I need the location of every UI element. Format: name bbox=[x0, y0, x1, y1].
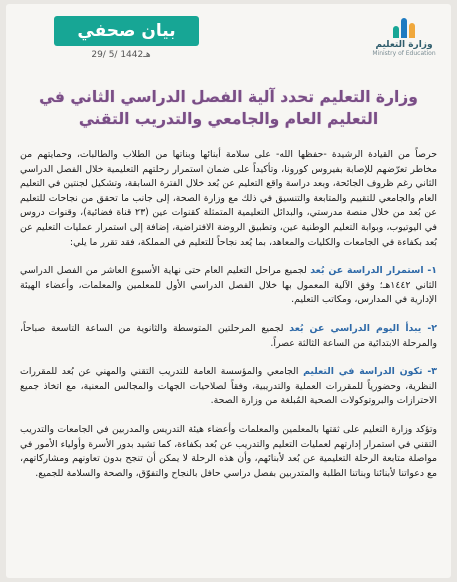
list-item bbox=[20, 365, 437, 409]
release-date: 29/ 5/ 1442هـ bbox=[91, 50, 151, 60]
intro-paragraph: حرصاً من القيادة الرشيدة -حفظها الله- على سلامة أبنائها وبناتها من الطلاب والطالبات، وحمايتهم من مخاطر تعرّضهم للإصابة بفيروس كورونا، وتأكيداً على ضمان استمرار رحلتهم التعليمية خلال الفصل الدراسي الثاني رغم ظروف الجائحة، وبعد دراسة واقع التعليم عن بُعد خلال الفترة السابقة، وتشكيل لجنتين في التعليم العام والجامعي للتقييم والمتابعة والتنسيق في ذلك مع وزارة الصحة، إلى جانب ما تحقق من نجاحات للتعليم عن بُعد من خلال منصة مدرستي، والبدائل التعليمية المتمثلة كقنوات عين (٢٣ قناة فضائية)، وقنوات دروس في اليوتيوب، وبوابة التعليم الوطنية عين، وتطبيق الروضة الافتراضية، إضافة إلى استمرار عمليات التعليم عن بُعد بكفاءة في الجامعات والكليات والمعاهد، بما يُعد نجاحاً للتعليم في المملكة، فقد تقرر ما يلي: bbox=[20, 149, 437, 248]
press-release-page bbox=[6, 4, 451, 578]
item-lead: ٣- تكون الدراسة في التعليم bbox=[303, 366, 437, 378]
press-release-banner: بيان صحفي bbox=[54, 16, 199, 46]
article-body bbox=[20, 148, 437, 495]
item-text: لجميع مراحل التعليم العام حتى نهاية الأسبوع العاشر من الفصل الدراسي الثاني ١٤٤٢هـ؛ وفق الآلية المعمول بها خلال الفصل الدراسي الأول للمعلمين والمعلمات، وأعضاء الهيئة الإدارية في المدارس، ومكاتب التعليم. bbox=[20, 265, 437, 306]
logo-arabic-text: وزارة التعليم bbox=[375, 40, 433, 50]
item-text: لجميع المرحلتين المتوسطة والثانوية من الساعة التاسعة صباحاً، والمرحلة الابتدائية من الساعة الثالثة عصراً. bbox=[20, 322, 437, 349]
closing-paragraph: وتؤكد وزارة التعليم على ثقتها بالمعلمين والمعلمات وأعضاء هيئة التدريس والمدربين في الجامعات والتدريب التقني في استمرار إدارتهم لعمليات التعليم والتدريب عن بُعد بكفاءة، كما تشيد بدور الأسرة وأولياء الأمور في مواصلة متابعة الرحلة التعليمية عن بُعد لأبنائهم، وأن هذه الرحلة لا يمكن أن تنجح بدون تعاونهم ومشاركاتهم، مع دعواتنا لأبنائنا وبناتنا الطلبة والمتدربين بفصل دراسي حافل بالنجاح والتفوّق، والصحة والسلامة للجميع. bbox=[20, 423, 437, 479]
title-line-2: التعليم العام والجامعي والتدريب التقني bbox=[78, 110, 379, 128]
item-text: الجامعي والمؤسسة العامة للتدريب التقني والمهني عن بُعد للمقررات النظرية، وحضورياً للمقررات العملية والتدريبية، وفقاً لصلاحيات الجهات والمجالس المعنية، مع اتخاذ جميع الاحترازات والبروتوكولات الصحية المُبلغة من وزارة الصحة. bbox=[20, 366, 437, 407]
title-line-1: وزارة التعليم تحدد آلية الفصل الدراسي الثاني في bbox=[39, 88, 418, 106]
list-item bbox=[20, 264, 437, 308]
decisions-list bbox=[20, 264, 437, 409]
item-lead: ١- استمرار الدراسة عن بُعد bbox=[310, 265, 438, 277]
item-lead: ٢- يبدأ اليوم الدراسي عن بُعد bbox=[289, 322, 437, 334]
ministry-logo-icon bbox=[391, 16, 417, 38]
page-header bbox=[6, 4, 451, 74]
page-title bbox=[20, 86, 437, 130]
logo-english-text: Ministry of Education bbox=[372, 50, 436, 57]
list-item bbox=[20, 322, 437, 351]
ministry-logo bbox=[369, 16, 439, 66]
